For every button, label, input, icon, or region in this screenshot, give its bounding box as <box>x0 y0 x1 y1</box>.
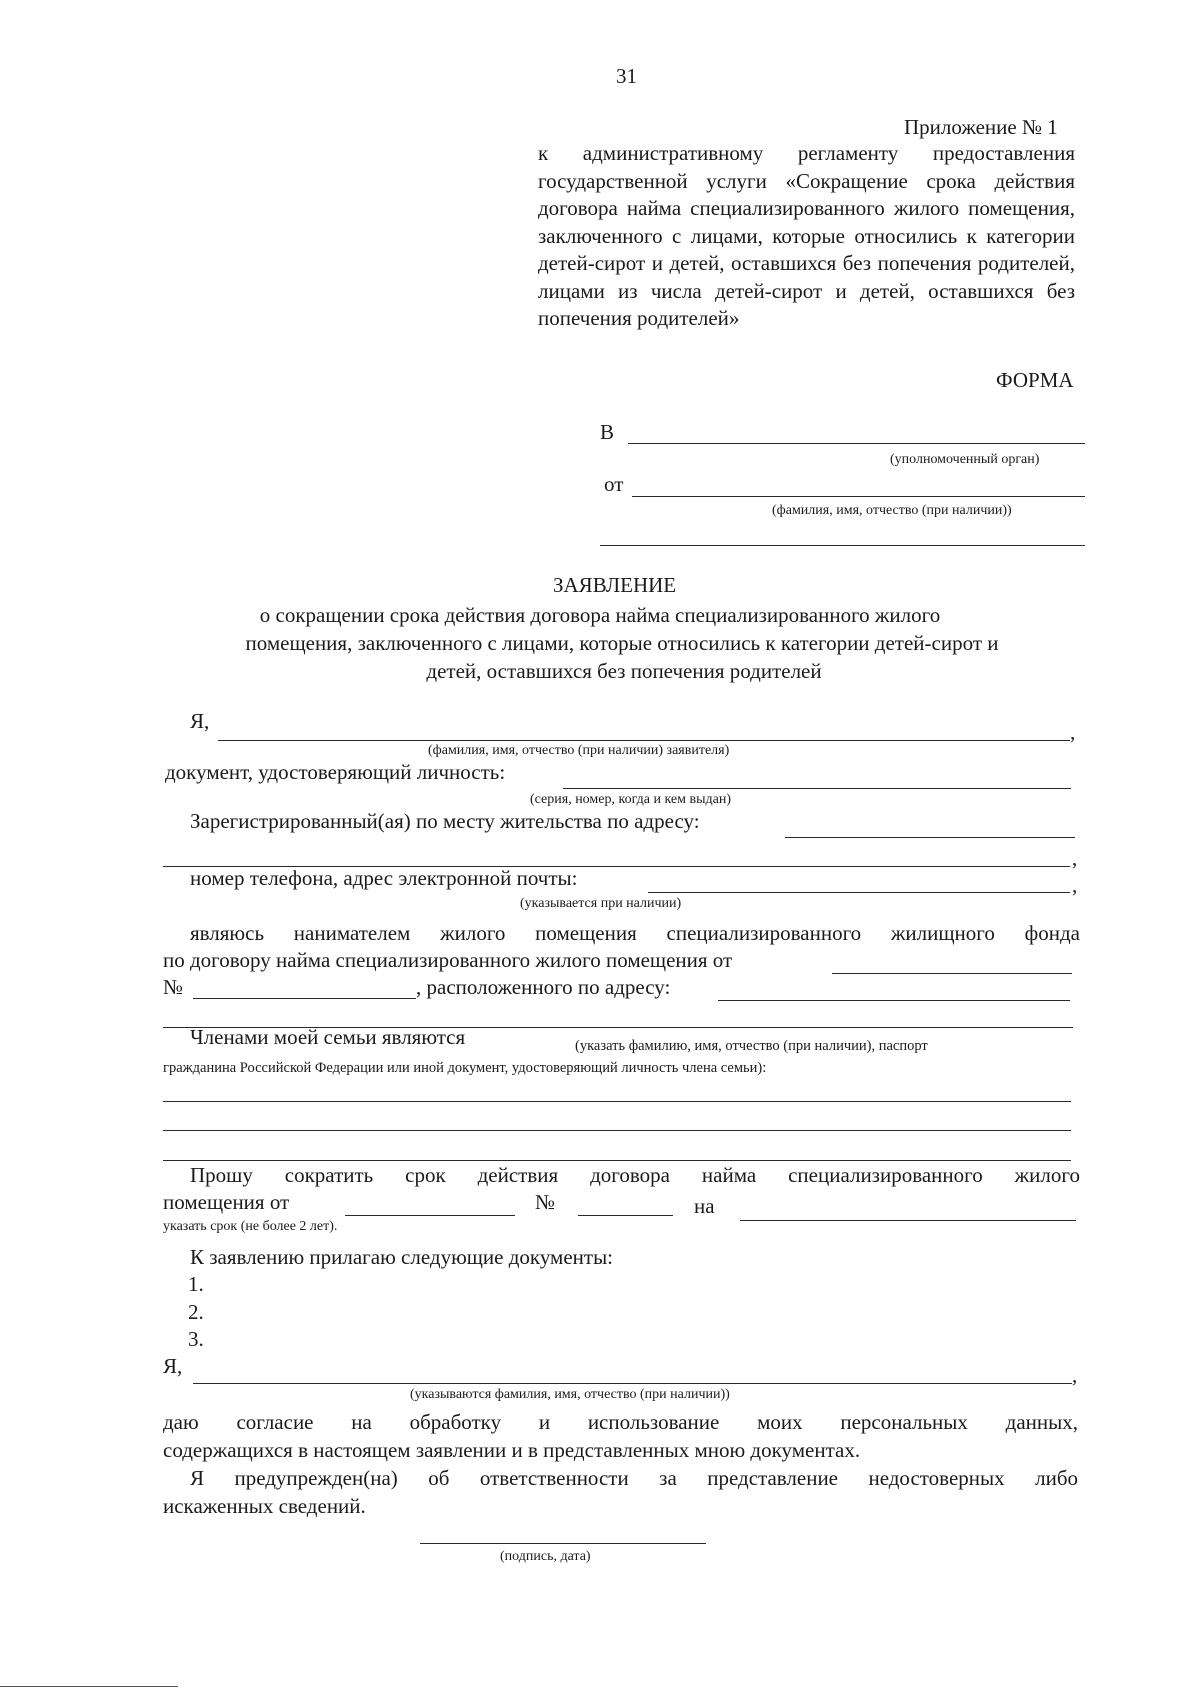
contact-label: номер телефона, адрес электронной почты: <box>190 866 578 890</box>
address-field-line-1[interactable] <box>785 837 1075 838</box>
applicant-name-field-line[interactable] <box>632 496 1085 497</box>
request-term-note: указать срок (не более 2 лет). <box>163 1219 338 1234</box>
family-lead: Членами моей семьи являются <box>190 1025 466 1049</box>
address-label: Зарегистрированный(ая) по месту жительства по адресу: <box>190 809 700 833</box>
consent-name-caption: (указываются фамилия, имя, отчество (при наличии)) <box>410 1387 730 1402</box>
tenancy-line-2: по договору найма специализированного жилого помещения от <box>163 948 733 972</box>
applicant-i-prefix: Я, <box>190 709 210 733</box>
applicant-comma: , <box>1070 720 1076 744</box>
form-label: ФОРМА <box>996 368 1074 392</box>
request-term-field-line[interactable] <box>740 1220 1076 1221</box>
request-from-label: помещения от <box>163 1190 290 1214</box>
signature-caption: (подпись, дата) <box>500 1549 591 1564</box>
warning-line-1: Я предупрежден(на) об ответственности за представление недостоверных либо <box>190 1466 1078 1490</box>
consent-line-2: содержащихся в настоящем заявлении и в представленных мною документах. <box>163 1438 861 1462</box>
authority-field-line[interactable] <box>628 443 1085 444</box>
annex-heading: Приложение № 1 <box>904 115 1058 139</box>
page-number: 31 <box>616 64 637 88</box>
title-line-3: детей, оставшихся без попечения родителей <box>426 659 822 683</box>
contact-comma: , <box>1072 873 1078 897</box>
attachment-item-2: 2. <box>188 1300 204 1324</box>
title-line-2: помещения, заключенного с лицами, которые относились к категории детей-сирот и <box>245 631 999 655</box>
contract-number-field-line[interactable] <box>193 998 416 999</box>
consent-comma: , <box>1072 1363 1078 1387</box>
signature-field-line[interactable] <box>420 1543 706 1544</box>
attachments-label: К заявлению прилагаю следующие документы: <box>190 1245 614 1269</box>
id-document-caption: (серия, номер, когда и кем выдан) <box>530 792 731 807</box>
applicant-extra-field-line[interactable] <box>600 545 1085 546</box>
authority-caption: (уполномоченный орган) <box>890 452 1040 467</box>
family-note-line-2: гражданина Российской Федерации или иной документ, удостоверяющий личность члена семьи): <box>163 1060 767 1076</box>
contract-date-field-line[interactable] <box>832 973 1072 974</box>
request-date-field-line[interactable] <box>345 1215 515 1216</box>
consent-i-prefix: Я, <box>163 1354 183 1378</box>
id-document-label: документ, удостоверяющий личность: <box>165 760 506 784</box>
contact-caption: (указывается при наличии) <box>520 896 682 911</box>
from-prefix: от <box>604 472 624 496</box>
to-prefix: В <box>600 420 615 444</box>
consent-line-1: даю согласие на обработку и использование моих персональных данных, <box>163 1410 1078 1434</box>
attachment-item-3: 3. <box>188 1327 204 1351</box>
attachment-item-1: 1. <box>188 1272 204 1296</box>
consent-name-field-line[interactable] <box>193 1383 1072 1384</box>
applicant-fullname-caption: (фамилия, имя, отчество (при наличии) заявителя) <box>428 743 730 758</box>
address-comma: , <box>1072 846 1078 870</box>
tenancy-line-1: являюсь нанимателем жилого помещения специализированного жилищного фонда <box>190 921 1080 945</box>
title-line-1: о сокращении срока действия договора найма специализированного жилого <box>259 603 941 627</box>
request-number-field-line[interactable] <box>578 1215 673 1216</box>
document-title: ЗАЯВЛЕНИЕ <box>553 573 677 597</box>
applicant-name-caption: (фамилия, имя, отчество (при наличии)) <box>772 503 1012 518</box>
id-document-field-line[interactable] <box>563 788 1071 789</box>
request-number-sign: № <box>535 1190 556 1214</box>
warning-line-2: искаженных сведений. <box>163 1494 366 1518</box>
request-on-word: на <box>694 1194 715 1218</box>
contract-number-sign: № <box>163 975 184 999</box>
located-label: , расположенного по адресу: <box>416 975 671 999</box>
family-note-line-1: (указать фамилию, имя, отчество (при наличии), паспорт <box>575 1038 928 1054</box>
family-field-line-1[interactable] <box>163 1101 1071 1102</box>
request-line-1: Прошу сократить срок действия договора найма специализированного жилого <box>190 1163 1080 1187</box>
applicant-fullname-field-line[interactable] <box>218 740 1070 741</box>
annex-text: к административному регламенту предоставления государственной услуги «Сокращение срока действия договора найма специализированного жилого помещения, заключенного с лицами, которые относились к категории детей-сирот и детей, оставшихся без попечения родителей, лицами из числа детей-сирот и детей, оставшихся без попечения родителей» <box>538 141 1075 330</box>
scan-edge-mark <box>0 1686 178 1687</box>
contact-field-line[interactable] <box>648 892 1070 893</box>
family-field-line-2[interactable] <box>163 1130 1071 1131</box>
dwelling-address-field-line-1[interactable] <box>718 1000 1070 1001</box>
family-field-line-3[interactable] <box>163 1160 1071 1161</box>
